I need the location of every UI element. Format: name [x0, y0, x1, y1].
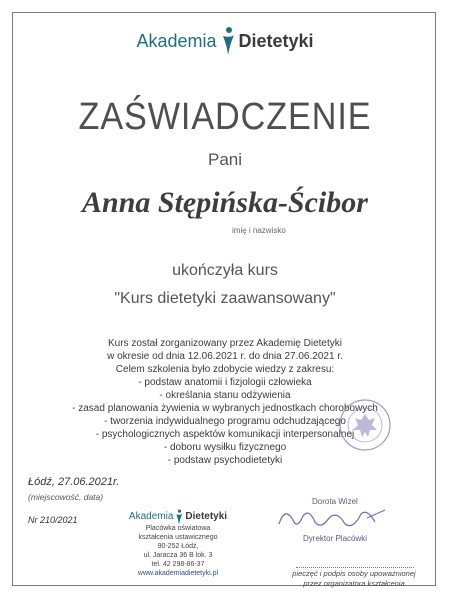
signature-caption	[262, 569, 446, 588]
description-line: Celem szkolenia było zdobycie wiedzy z zakresu:	[115, 364, 335, 375]
description-line: - określania stanu odżywienia	[159, 390, 291, 401]
address-line: Placówka oświatowa	[145, 525, 211, 532]
footer-logo-word-akademia: Akademia	[128, 511, 174, 522]
completed-text: ukończyła kurs	[172, 262, 278, 279]
official-seal-icon	[338, 398, 392, 452]
address-line: ul. Jaracza 36 B lok. 3	[143, 552, 213, 559]
logo-figure-icon	[219, 26, 237, 56]
institution-address	[110, 524, 246, 578]
address-line: kształcenia ustawicznego	[138, 534, 218, 541]
description-line: - tworzenia indywidualnego programu odchudzającego	[104, 416, 346, 427]
name-caption: imię i nazwisko	[232, 226, 286, 235]
description-line: w okresie od dnia 12.06.2021 r. do dnia 27.06.2021 r.	[107, 351, 343, 362]
logo-word-akademia: Akademia	[136, 30, 217, 51]
address-line: 90-252 Łódź,	[157, 543, 199, 550]
place-date: Łódź, 27.06.2021r.	[28, 476, 120, 488]
certificate-title: ZAŚWIADCZENIE	[78, 96, 372, 138]
logo-word-dietetyki: Dietetyki	[238, 30, 314, 51]
description-line: - psychologicznych aspektów komunikacji interpersonalnej	[95, 429, 355, 440]
signature-line	[296, 567, 414, 568]
signature-caption-line: pieczęć i podpis osoby upoważnionej	[292, 569, 416, 578]
footer-logo	[118, 506, 238, 525]
description-line: - podstaw anatomii i fizjologii człowieka	[138, 377, 312, 388]
place-date-caption: (miejscowość, data)	[28, 492, 104, 502]
signature-caption-line: przez organizatora kształcenia	[303, 578, 405, 588]
description-line: - podstaw psychodietetyki	[167, 455, 283, 466]
recipient-name: Anna Stępińska-Ścibor	[82, 186, 368, 219]
certificate-number: Nr 210/2021	[28, 515, 78, 525]
salutation: Pani	[207, 150, 243, 169]
footer-logo-word-dietetyki: Dietetyki	[185, 511, 228, 522]
header-logo	[0, 26, 450, 56]
footer-logo-figure-icon	[174, 509, 184, 525]
website-link[interactable]: www.akademiadietetyki.pl	[137, 570, 219, 577]
description-line: - zasad planowania żywienia w wybranych jednostkach chorobowych	[72, 403, 378, 414]
description-line: Kurs został zorganizowany przez Akademię Dietetyki	[108, 338, 342, 349]
director-name-stamp: Dorota Wizel	[312, 497, 358, 506]
address-line: tel. 42 298-86-37	[151, 561, 205, 568]
description-line: - doboru wysiłku fizycznego	[163, 442, 287, 453]
director-title: Dyrektor Placówki	[303, 534, 368, 543]
course-name: "Kurs dietetyki zaawansowany"	[114, 290, 336, 307]
